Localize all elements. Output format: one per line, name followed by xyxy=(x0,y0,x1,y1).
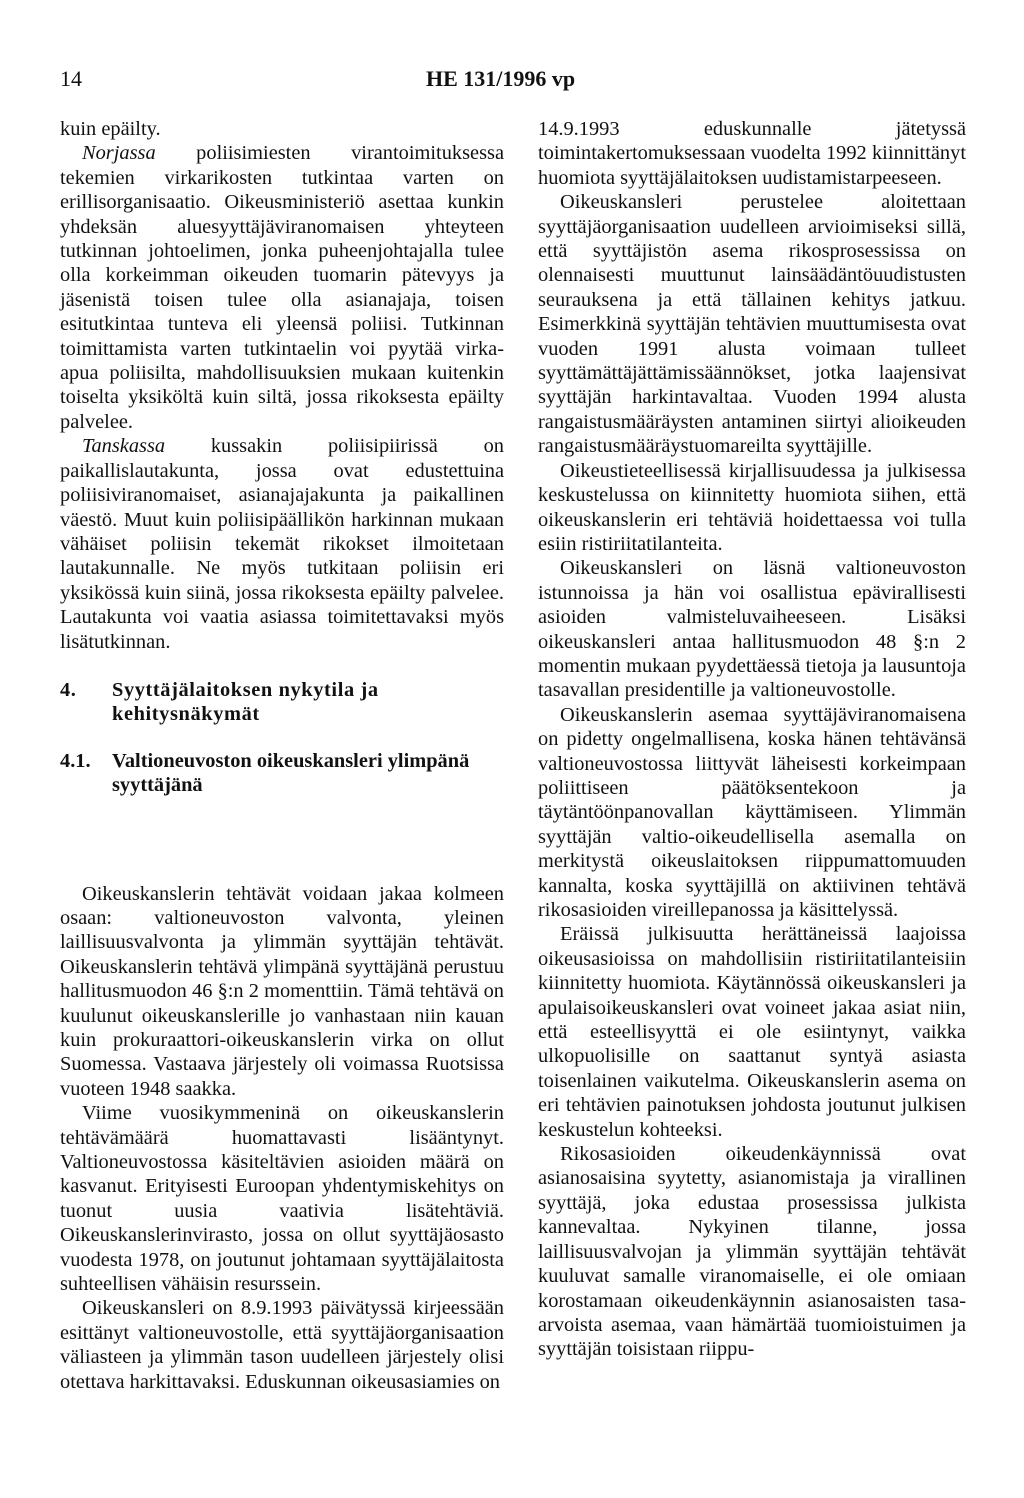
document-id: HE 131/1996 vp xyxy=(426,66,576,91)
country-name: Norjassa xyxy=(82,142,156,165)
paragraph-norway xyxy=(60,141,504,434)
section-heading-4 xyxy=(60,678,504,727)
paragraph-denmark xyxy=(60,434,504,654)
country-name: Tanskassa xyxy=(82,435,166,458)
paragraph: Oikeuskanslerin tehtävät voidaan jakaa kolmeen osaan: valtioneuvoston valvonta, yleinen laillisuusvalvonta ja ylimmän syyttäjän tehtävät. Oikeuskanslerin tehtävä ylimpänä syyttäjänä perustuu hallitusmuodon 46 §:n 2 momenttiin. Tämä tehtävä on kuulunut oikeuskanslerille jo vanhastaan niin kauan kuin prokuraattori-oikeuskanslerin virka on ollut Suomessa. Vastaava järjestely oli voimassa Ruotsissa vuoteen 1948 saakka. xyxy=(60,882,504,1100)
paragraph-text: poliisimiesten virantoimituksessa tekemien virkarikosten tutkintaa varten on erillisorganisaatio. Oikeusministeriö asettaa kunkin yhdeksän aluesyyttäjäviranomaisen yhteyteen tutkinnan johtoelimen, jonka puheenjohtajalla tulee olla korkeimman oikeuden tuomarin pätevyys ja jäsenistä toisen tulee olla asianajaja, toisen esitutkintaa tunteva eli yleensä poliisi. Tutkinnan toimittamista varten tutkintaelin voi pyytää virka-apua poliisilta, mahdollisuuksien mukaan kuitenkin toiselta yksiköltä kuin siltä, jossa rikoksesta epäilty palvelee. xyxy=(60,142,504,433)
paragraph: Oikeuskansleri perustelee aloitettaan syyttäjäorganisaation uudelleen arvioimiseksi sillä, että syyttäjistön asema rikosprosessissa on olennaisesti muuttunut lainsäädäntöuudistusten seurauksena ja että tällainen kehitys jatkuu. Esimerkkinä syyttäjän tehtävien muuttumisesta ovat vuoden 1991 alusta voimaan tulleet syyttämättäjättämissäännökset, jotka laajensivat syyttäjän harkintavaltaa. Vuoden 1994 alusta rangaistusmääräysten antaminen siirtyi alioikeuden rangaistusmääräystuomareilta syyttäjille. xyxy=(538,191,966,458)
left-column xyxy=(60,117,504,1394)
section-number: 4. xyxy=(60,678,77,701)
section-title: Syyttäjälaitoksen nykytila ja kehitysnäkymät xyxy=(112,678,379,726)
paragraph: Oikeuskanslerin asemaa syyttäjäviranomaisena on pidetty ongelmallisena, koska hänen tehtävänsä valtioneuvostossa liittyvät läheisesti korkeimpaan poliittiseen päätöksentekoon ja täytäntöönpanovallan käyttämiseen. Ylimmän syyttäjän valtio-oikeudellisella asemalla on merkitystä oikeuslaitoksen riippumattomuuden kannalta, koska syyttäjillä on aktiivinen tehtävä rikosasioiden vireillepanossa ja käsittelyssä. xyxy=(538,703,966,921)
paragraph: Oikeuskansleri on läsnä valtioneuvoston istunnoissa ja hän voi osallistua epävirallisesti asioiden valmisteluvaiheeseen. Lisäksi oikeuskansleri antaa hallitusmuodon 48 §:n 2 momentin mukaan pyydettäessä tietoja ja lausuntoja tasavallan presidentille ja valtioneuvostolle. xyxy=(538,557,966,702)
section-heading-4-1 xyxy=(60,749,504,798)
section-title: Valtioneuvoston oikeuskansleri ylimpänä syyttäjänä xyxy=(112,749,470,797)
paragraph: Oikeuskansleri on 8.9.1993 päivätyssä kirjeessään esittänyt valtioneuvostolle, että syyttäjäorganisaation väliasteen ja ylimmän tason uudelleen järjestely olisi otettava harkittavaksi. Eduskunnan oikeusasiamies on xyxy=(60,1297,504,1393)
paragraph: kuin epäilty. xyxy=(60,118,161,140)
paragraph: Oikeustieteellisessä kirjallisuudessa ja julkisessa keskustelussa on kiinnitetty huomiota siihen, että oikeuskanslerin eri tehtäviä hoidettaessa voi tulla esiin ristiriitatilanteita. xyxy=(538,459,966,555)
paragraph: Rikosasioiden oikeudenkäynnissä ovat asianosaisina syytetty, asianomistaja ja virallinen syyttäjä, joka edustaa prosessissa julkista kannevaltaa. Nykyinen tilanne, jossa laillisuusvalvojan ja ylimmän syyttäjän tehtävät kuuluvat samalle viranomaiselle, ei ole omiaan korostamaan oikeudenkäynnin asianosaisten tasa-arvoista asemaa, vaan hämärtää tuomioistuimen ja syyttäjän toisistaan riippu- xyxy=(538,1143,966,1361)
paragraph: Eräissä julkisuutta herättäneissä laajoissa oikeusasioissa on mahdollisiin ristiriitatilanteisiin kiinnitetty huomiota. Käytännössä oikeuskansleri ja apulaisoikeuskansleri ovat voineet jakaa asiat niin, että esteellisyyttä ei ole esiintynyt, vaikka ulkopuolisille on saattanut syntyä asiasta toisenlainen vaikutelma. Oikeuskanslerin asema on eri tehtävien painotuksen johdosta joutunut julkisen keskustelun kohteeksi. xyxy=(538,923,966,1141)
paragraph-text: kussakin poliisipiirissä on paikallislautakunta, jossa ovat edustettuina poliisiviranomaiset, asianajajakunta ja paikallinen väestö. Muut kuin poliisipäällikön harkinnan mukaan vähäiset poliisin tekemät rikokset ilmoitetaan lautakunnalle. Ne myös tutkitaan poliisin eri yksikössä kuin siinä, jossa rikoksesta epäilty palvelee. Lautakunta voi vaatia asiassa toimitettavaksi myös lisätutkinnan. xyxy=(60,435,504,653)
section-number: 4.1. xyxy=(60,749,91,772)
paragraph: 14.9.1993 eduskunnalle jätetyssä toimintakertomuksessaan vuodelta 1992 kiinnittänyt huomiota syyttäjälaitoksen uudistamistarpeeseen. xyxy=(538,118,966,189)
right-column xyxy=(538,117,966,1362)
page-number: 14 xyxy=(60,66,82,91)
paragraph: Viime vuosikymmeninä on oikeuskanslerin tehtävämäärä huomattavasti lisääntynyt. Valtioneuvostossa käsiteltävien asioiden määrä on kasvanut. Erityisesti Euroopan yhdentymiskehitys on tuonut uusia vaativia lisätehtäviä. Oikeuskanslerinvirasto, jossa on ollut syyttäjäosasto vuodesta 1978, on joutunut johtamaan syyttäjälaitosta suhteellisen vähäisin resurssein. xyxy=(60,1102,504,1296)
